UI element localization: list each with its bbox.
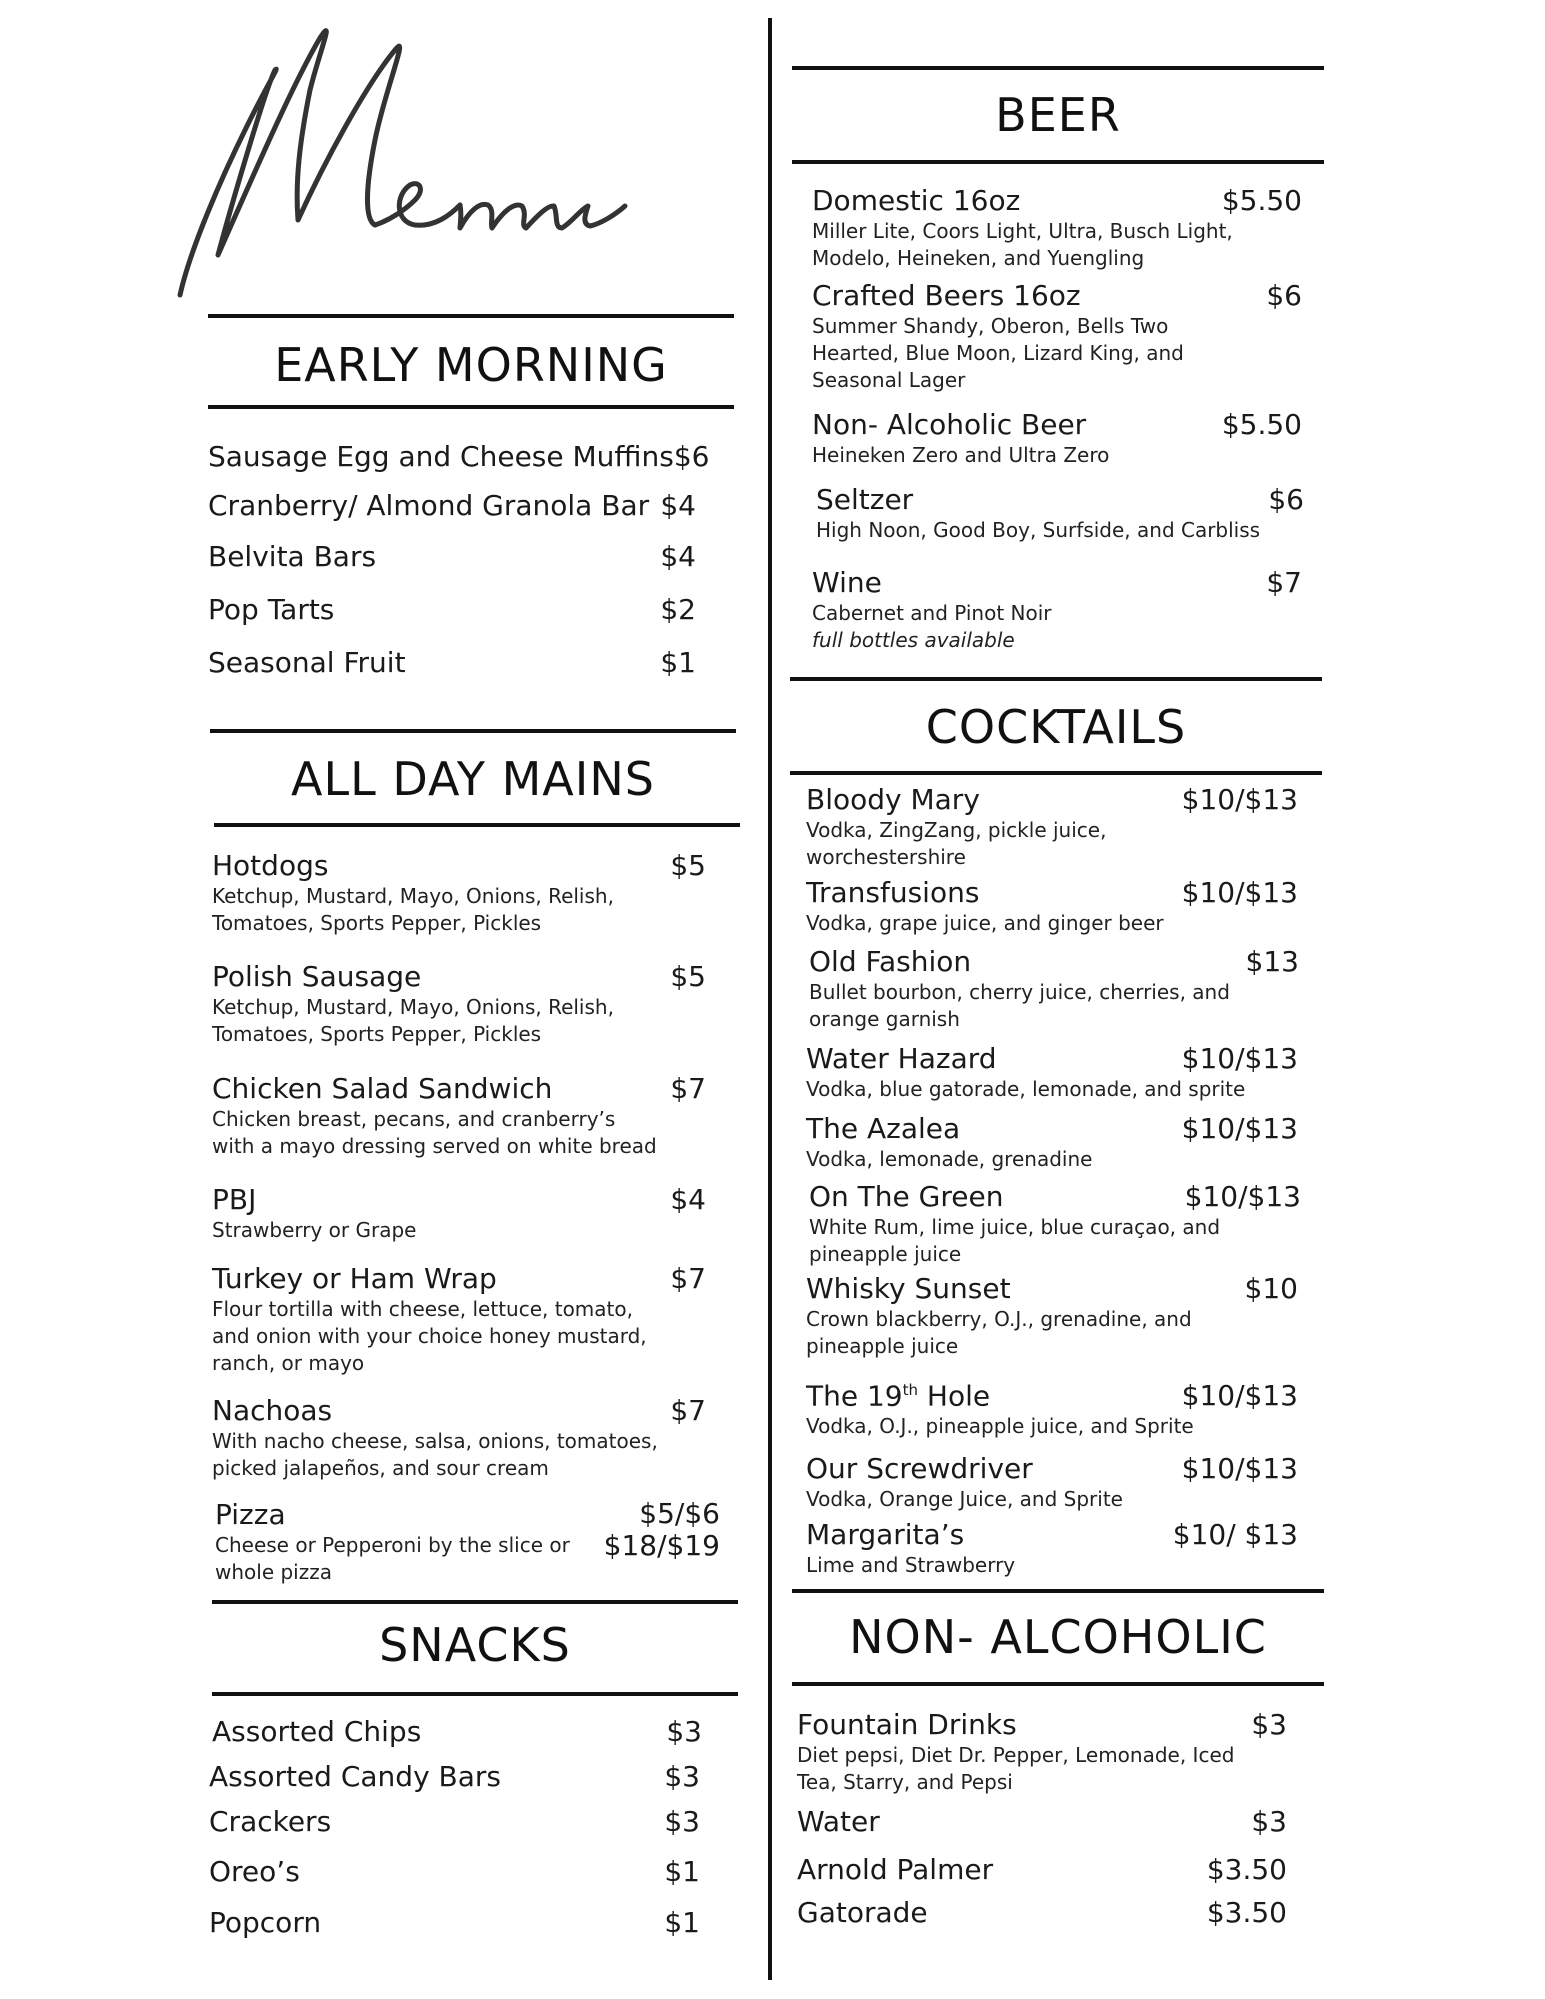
item-description: White Rum, lime juice, blue curaçao, and pineapple juice [809,1215,1221,1266]
section-heading-non-alcoholic: NON- ALCOHOLIC [849,1610,1267,1664]
item-description: High Noon, Good Boy, Surfside, and Carbliss [816,518,1261,542]
divider-line [208,405,734,409]
item-price: $10/$13 [1181,783,1298,816]
section-heading-snacks: SNACKS [379,1618,571,1672]
menu-item-on-the-green [809,1180,1301,1268]
divider-line [792,160,1324,164]
item-price: $3 [664,1760,700,1793]
item-price: $1 [664,1906,700,1939]
menu-item-pizza [215,1498,720,1586]
menu-item-hotdogs [212,849,706,937]
menu-item-seltzer [816,483,1304,544]
divider-line [212,1600,738,1604]
list-item [209,1760,700,1793]
list-item [209,1906,700,1939]
item-name: Non- Alcoholic Beer [812,408,1087,441]
divider-line [210,729,736,733]
item-name: Transfusions [806,876,980,909]
item-price: $1 [660,646,696,679]
item-price: $5 [670,960,706,993]
item-price: $10/$13 [1181,1112,1298,1145]
column-divider [768,18,772,1980]
menu-item-old-fashion [809,945,1299,1033]
item-description: Ketchup, Mustard, Mayo, Onions, Relish, Tomatoes, Sports Pepper, Pickles [212,995,614,1046]
item-name: PBJ [212,1183,257,1216]
item-name: Pizza [215,1498,286,1531]
item-name: Belvita Bars [208,540,377,573]
item-description: Miller Lite, Coors Light, Ultra, Busch Light, Modelo, Heineken, and Yuengling [812,219,1233,270]
item-price: $3 [1251,1708,1287,1741]
item-name: Polish Sausage [212,960,422,993]
item-price: $4 [660,540,696,573]
item-price: $4 [660,489,696,522]
item-price: $3 [666,1715,702,1748]
item-name: Assorted Candy Bars [209,1760,502,1793]
list-item [208,440,710,473]
menu-item-transfusions [806,876,1298,937]
item-name: Water Hazard [806,1042,997,1075]
item-description: Vodka, grape juice, and ginger beer [806,911,1164,935]
section-heading-early-morning: EARLY MORNING [274,338,668,392]
item-description: Vodka, Orange Juice, and Sprite [806,1487,1123,1511]
item-price: $5.50 [1221,184,1302,217]
item-note: full bottles available [812,628,1015,652]
item-name: Hotdogs [212,849,329,882]
item-description: Diet pepsi, Diet Dr. Pepper, Lemonade, Iced Tea, Starry, and Pepsi [797,1743,1235,1794]
menu-item-non-alcoholic-beer [812,408,1302,469]
item-name: On The Green [809,1180,1004,1213]
item-name: The Azalea [806,1112,961,1145]
list-item [208,593,696,626]
item-description: Chicken breast, pecans, and cranberry’s with a mayo dressing served on white bread [212,1107,657,1158]
item-price: $2 [660,593,696,626]
list-item [797,1805,1287,1838]
menu-item-domestic [812,184,1302,272]
item-price: $1 [664,1855,700,1888]
item-name: Old Fashion [809,945,972,978]
item-price: $6 [1266,279,1302,312]
section-heading-all-day-mains: ALL DAY MAINS [291,752,655,806]
item-description: Strawberry or Grape [212,1218,417,1242]
item-price: $10/$13 [1181,1379,1298,1413]
item-price: $6 [673,440,710,473]
menu-item-wine [812,566,1302,654]
item-price: $4 [670,1183,706,1216]
item-name: Fountain Drinks [797,1708,1017,1741]
section-heading-beer: BEER [995,88,1121,142]
menu-item-water-hazard [806,1042,1298,1103]
item-price: $5.50 [1221,408,1302,441]
item-name: Oreo’s [209,1855,300,1888]
menu-item-polish-sausage [212,960,706,1048]
item-description: Cheese or Pepperoni by the slice or whole pizza [215,1533,570,1584]
divider-line [792,1682,1324,1686]
divider-line [792,1589,1324,1593]
menu-item-margaritas [806,1518,1298,1579]
item-name: Water [797,1805,880,1838]
list-item [209,1855,700,1888]
list-item [208,540,696,573]
menu-script-title [170,10,640,310]
divider-line [790,771,1322,775]
item-name: Domestic 16oz [812,184,1021,217]
divider-line [208,314,734,318]
list-item [797,1896,1287,1929]
item-price: $10/ $13 [1172,1518,1298,1551]
item-price: $3 [664,1805,700,1838]
item-name: Chicken Salad Sandwich [212,1072,553,1105]
item-name: Seasonal Fruit [208,646,406,679]
item-name: Margarita’s [806,1518,965,1551]
item-description: Summer Shandy, Oberon, Bells Two Hearted, Blue Moon, Lizard King, and Seasonal Lager [812,314,1184,392]
menu-item-turkey-or-ham-wrap [212,1262,706,1377]
section-heading-cocktails: COCKTAILS [925,700,1187,754]
item-name: Bloody Mary [806,783,980,816]
item-price-slice: $5/$6 [639,1497,720,1530]
item-price: $10/$13 [1181,1042,1298,1075]
item-price: $6 [1268,483,1304,516]
item-price: $13 [1245,945,1299,978]
menu-item-our-screwdriver [806,1452,1298,1513]
item-name: Crafted Beers 16oz [812,279,1081,312]
item-name: Popcorn [209,1906,322,1939]
list-item [208,489,696,522]
item-price: $10/$13 [1181,876,1298,909]
item-name: Whisky Sunset [806,1272,1011,1305]
menu-item-crafted-beers [812,279,1302,394]
item-price: $3.50 [1206,1896,1287,1929]
item-description: Vodka, ZingZang, pickle juice, worchestershire [806,818,1107,869]
item-price: $3.50 [1206,1853,1287,1886]
divider-line [790,677,1322,681]
item-description: Vodka, blue gatorade, lemonade, and sprite [806,1077,1246,1101]
item-description: Crown blackberry, O.J., grenadine, and pineapple juice [806,1307,1192,1358]
item-price: $10 [1244,1272,1298,1305]
list-item [212,1715,702,1748]
item-price: $7 [670,1072,706,1105]
item-name: Arnold Palmer [797,1853,994,1886]
item-name: Wine [812,566,882,599]
divider-line [214,823,740,827]
item-name: The 19th Hole [806,1379,991,1413]
item-price: $7 [1266,566,1302,599]
divider-line [212,1692,738,1696]
item-name: Sausage Egg and Cheese Muffins [208,440,674,473]
item-name: Seltzer [816,483,914,516]
item-name: Turkey or Ham Wrap [212,1262,497,1295]
item-price: $5 [670,849,706,882]
item-price-whole: $18/$19 [603,1529,720,1562]
item-price: $3 [1251,1805,1287,1838]
item-description: Cabernet and Pinot Noir [812,601,1052,625]
item-description: Lime and Strawberry [806,1553,1016,1577]
item-description: Heineken Zero and Ultra Zero [812,443,1110,467]
item-description: Vodka, lemonade, grenadine [806,1147,1093,1171]
item-description: Vodka, O.J., pineapple juice, and Sprite [806,1414,1194,1439]
item-price: $10/$13 [1184,1180,1301,1213]
item-name: Gatorade [797,1896,928,1929]
list-item [797,1853,1287,1886]
menu-item-the-azalea [806,1112,1298,1173]
menu-item-nachoas [212,1394,706,1482]
item-name: Assorted Chips [212,1715,422,1748]
item-name: Pop Tarts [208,593,335,626]
item-description: Ketchup, Mustard, Mayo, Onions, Relish, Tomatoes, Sports Pepper, Pickles [212,884,614,935]
menu-item-bloody-mary [806,783,1298,871]
item-description: Bullet bourbon, cherry juice, cherries, and orange garnish [809,980,1230,1031]
menu-item-whisky-sunset [806,1272,1298,1360]
item-price: $7 [670,1394,706,1427]
item-name: Crackers [209,1805,332,1838]
item-description: Flour tortilla with cheese, lettuce, tomato, and onion with your choice honey mustard, ranch, or mayo [212,1297,647,1375]
item-price: $7 [670,1262,706,1295]
item-name: Nachoas [212,1394,333,1427]
divider-line [792,66,1324,70]
item-description: With nacho cheese, salsa, onions, tomatoes, picked jalapeños, and sour cream [212,1429,658,1480]
menu-item-the-19th-hole [806,1373,1298,1440]
list-item [209,1805,700,1838]
menu-item-fountain-drinks [797,1708,1287,1796]
menu-item-pbj [212,1183,706,1244]
item-price: $10/$13 [1181,1452,1298,1485]
item-name: Cranberry/ Almond Granola Bar [208,489,650,522]
list-item [208,646,696,679]
item-name: Our Screwdriver [806,1452,1033,1485]
menu-item-chicken-salad-sandwich [212,1072,706,1160]
